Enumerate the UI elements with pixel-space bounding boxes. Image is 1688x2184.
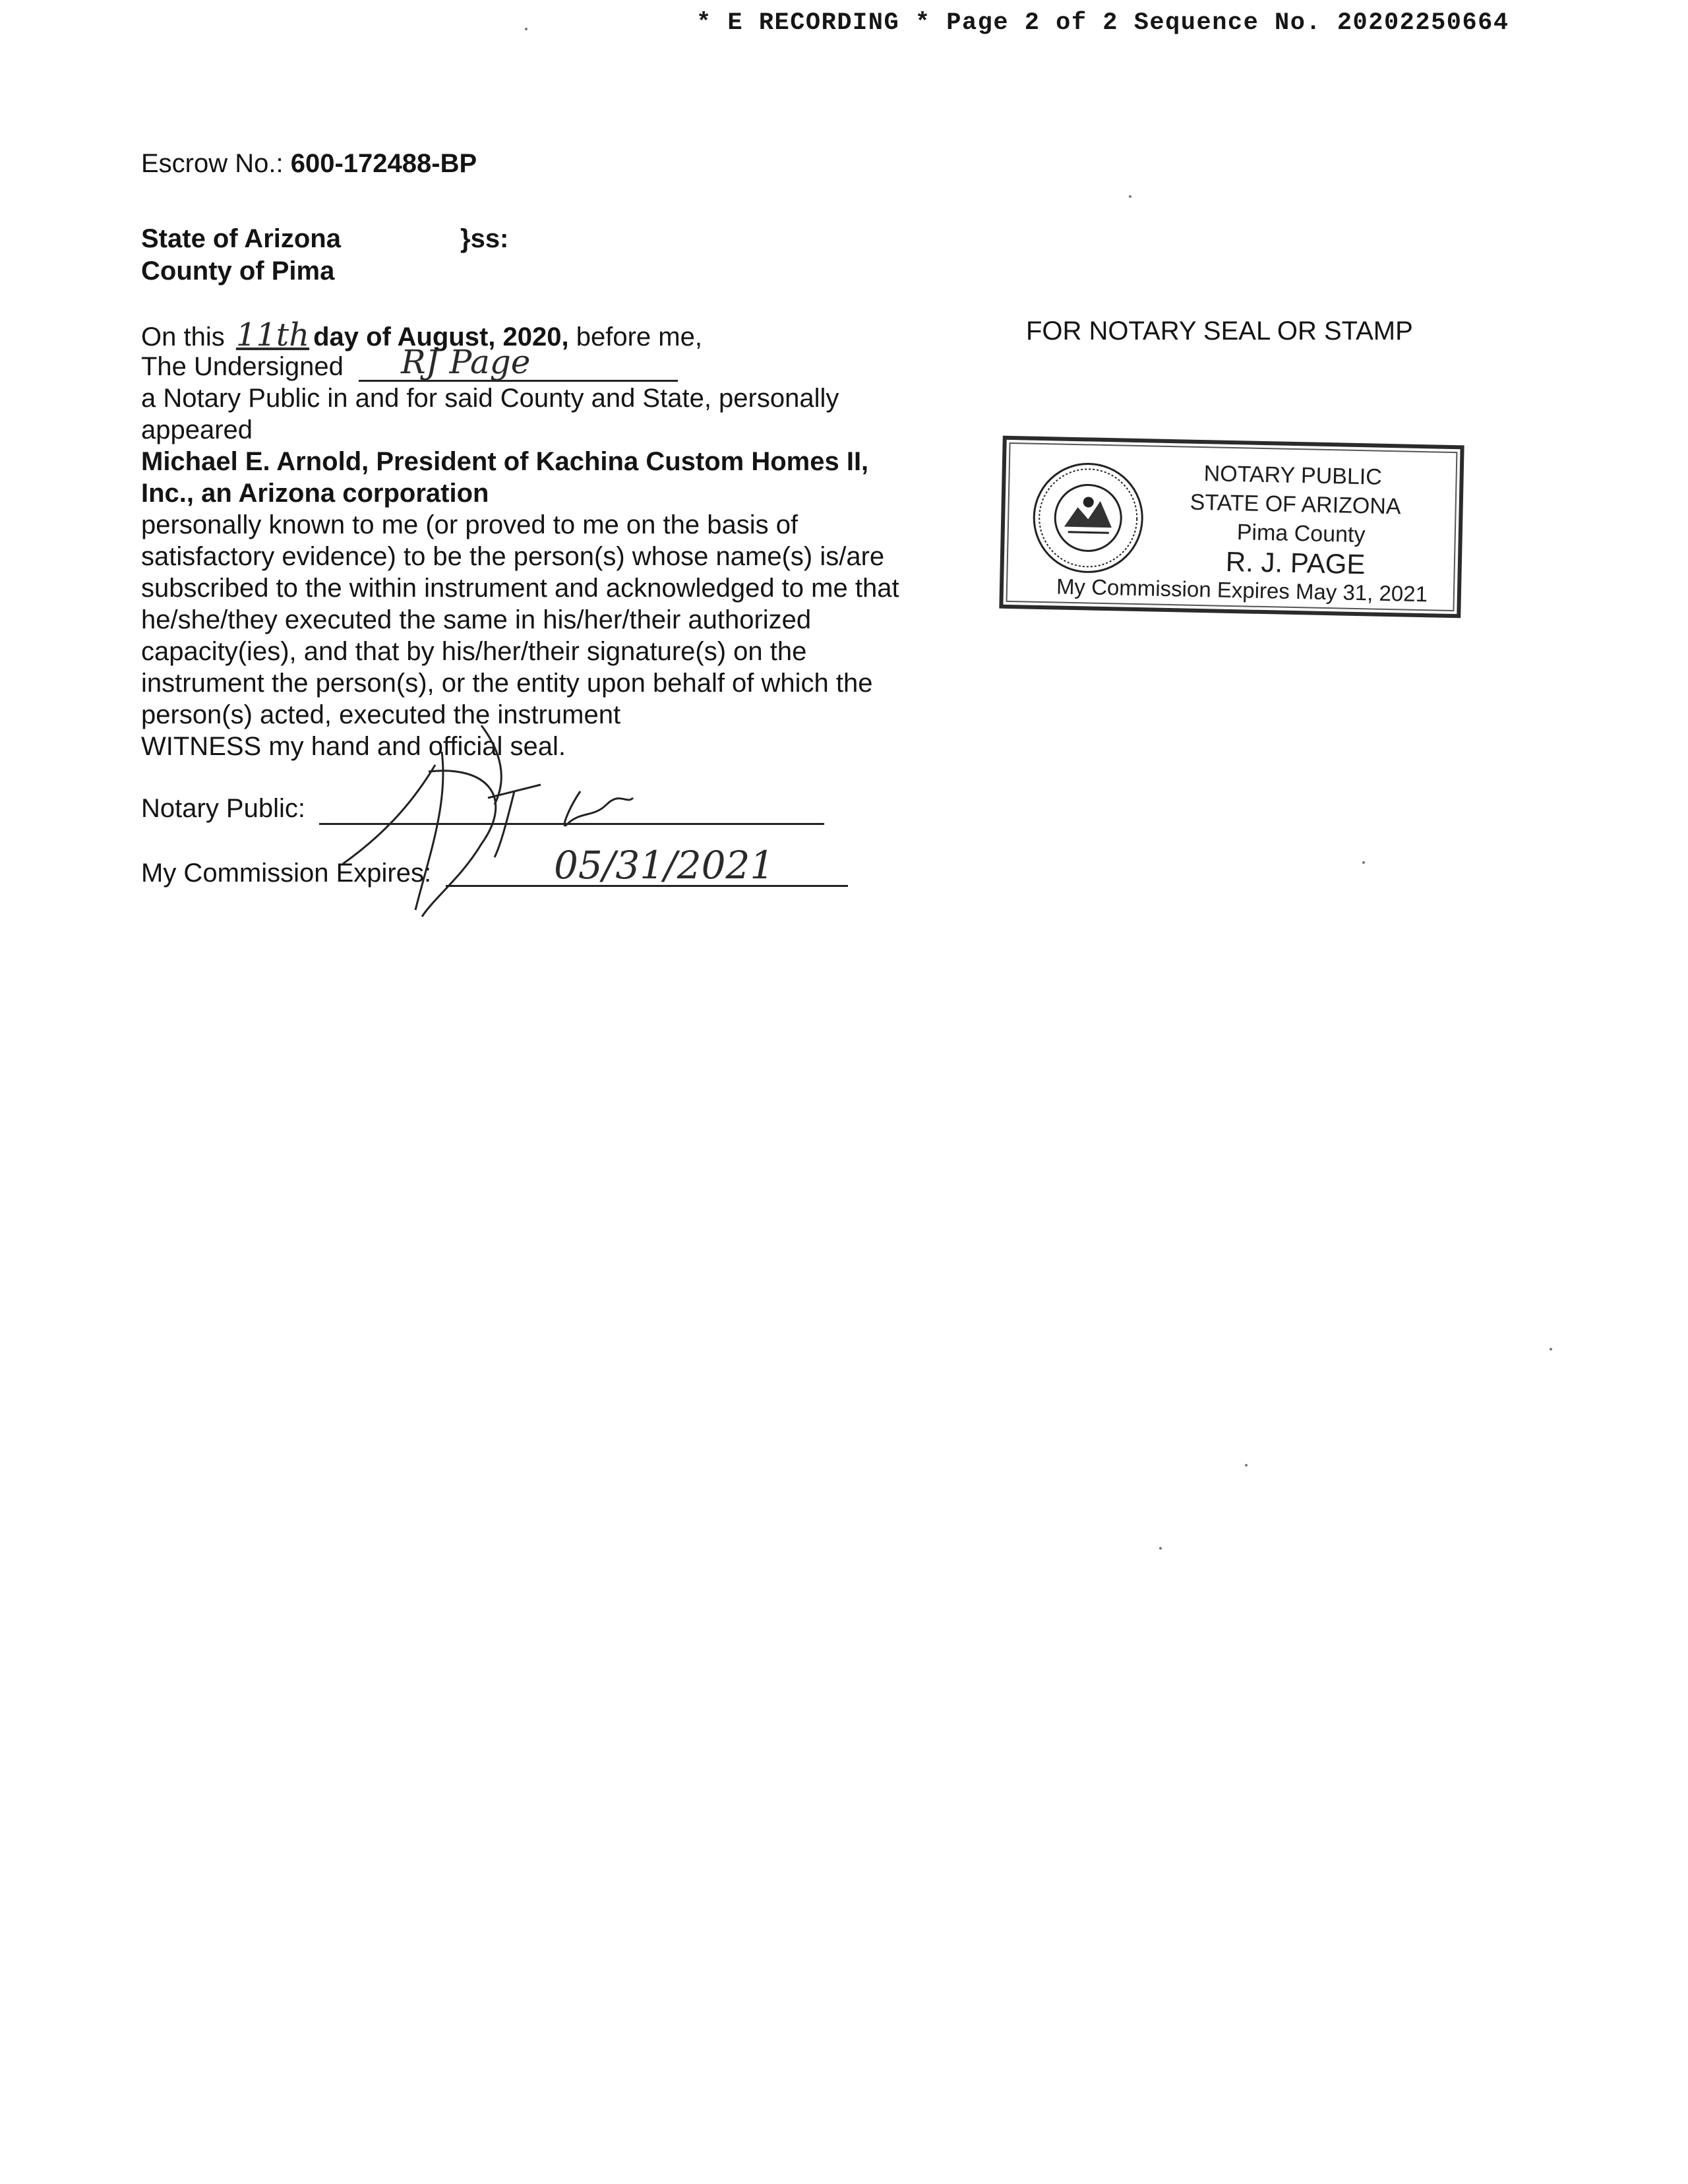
- body-line: he/she/they executed the same in his/her/their authorized: [141, 605, 812, 634]
- witness-line: WITNESS my hand and official seal.: [141, 732, 566, 761]
- scan-speck: [1245, 1464, 1248, 1467]
- signer-line-2: Inc., an Arizona corporation: [141, 479, 489, 508]
- commission-label: My Commission Expires:: [141, 859, 432, 888]
- body-line: person(s) acted, executed the instrument: [141, 700, 621, 729]
- scan-speck: [525, 28, 528, 30]
- before-me-text: before me,: [576, 322, 702, 351]
- body-line: instrument the person(s), or the entity upon behalf of which the: [141, 669, 873, 698]
- notary-public-label: Notary Public:: [141, 794, 305, 823]
- scan-speck: [1129, 195, 1131, 198]
- notary-signature: [316, 725, 686, 923]
- venue-state: State of Arizona: [141, 224, 341, 253]
- stamp-line-4: R. J. PAGE: [1225, 545, 1366, 580]
- venue-ss: }ss:: [460, 224, 509, 253]
- body-line: personally known to me (or proved to me on the basis of: [141, 510, 799, 539]
- day-of-text: day of August, 2020,: [313, 322, 569, 351]
- stamp-line-3: Pima County: [1236, 520, 1366, 548]
- day-handwritten: 11th: [235, 317, 310, 353]
- scan-speck: [1159, 1547, 1162, 1550]
- scan-speck: [1550, 1348, 1552, 1350]
- body-line: satisfactory evidence) to be the person(s) whose name(s) is/are: [141, 542, 885, 571]
- state-seal-icon: [1030, 460, 1146, 576]
- stamp-line-1: NOTARY PUBLIC: [1203, 461, 1383, 490]
- venue-county: County of Pima: [141, 257, 335, 286]
- stamp-line-5: My Commission Expires May 31, 2021: [1056, 574, 1428, 607]
- notary-stamp: [999, 436, 1464, 619]
- signer-line-1: Michael E. Arnold, President of Kachina Custom Homes II,: [141, 447, 869, 476]
- ack-line-4: appeared: [141, 415, 253, 444]
- escrow-label: Escrow No.:: [141, 149, 284, 178]
- commission-handwritten-date: 05/31/2021: [554, 843, 775, 888]
- on-this-text: On this: [141, 322, 225, 351]
- body-line: subscribed to the within instrument and acknowledged to me that: [141, 574, 899, 603]
- escrow-number: 600-172488-BP: [290, 149, 477, 178]
- undersigned-label: The Undersigned: [141, 352, 344, 381]
- escrow-line: [141, 148, 477, 179]
- body-line: capacity(ies), and that by his/her/their signature(s) on the: [141, 637, 807, 666]
- ack-line-3: a Notary Public in and for said County and State, personally: [141, 384, 839, 413]
- scan-speck: [1362, 861, 1365, 864]
- undersigned-signature: RJ Page: [401, 343, 531, 381]
- recording-header: * E RECORDING * Page 2 of 2 Sequence No. 20202250664: [696, 9, 1509, 37]
- stamp-line-2: STATE OF ARIZONA: [1190, 489, 1401, 520]
- seal-caption: FOR NOTARY SEAL OR STAMP: [1026, 317, 1413, 346]
